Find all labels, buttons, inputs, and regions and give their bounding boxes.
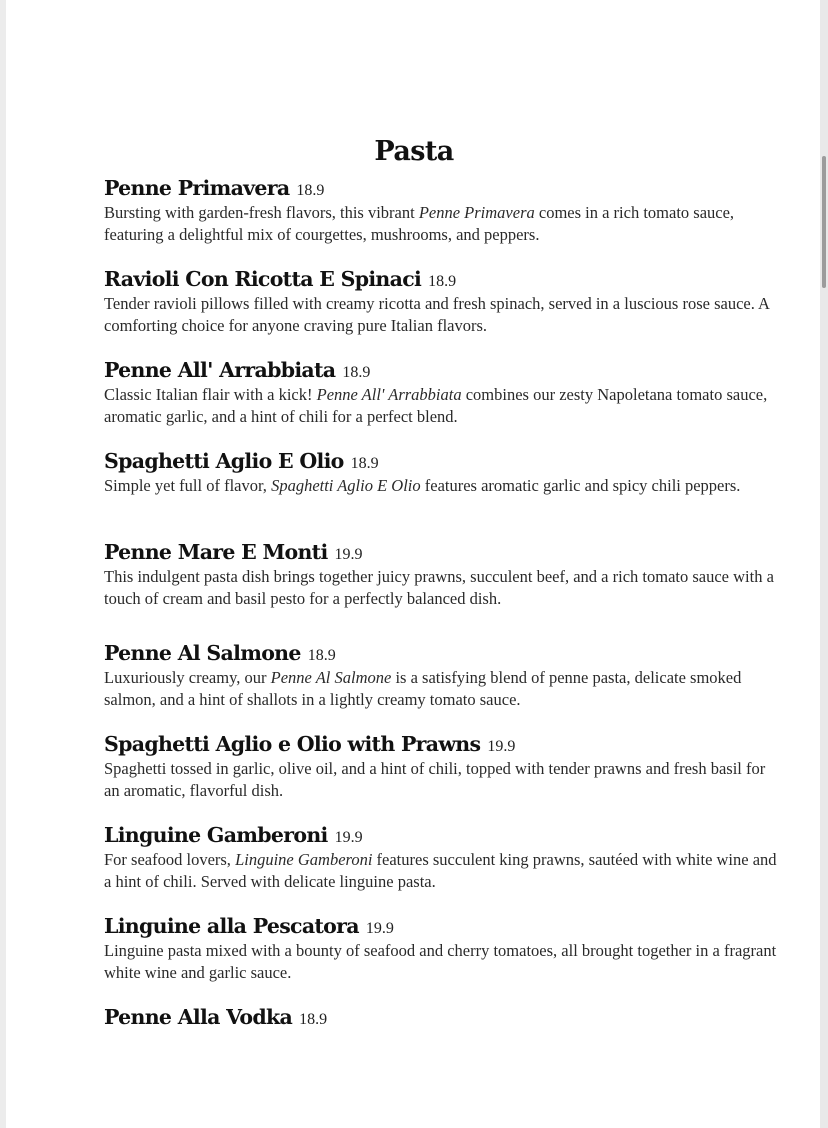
desc-text: Linguine pasta mixed with a bounty of seafood and cherry tomatoes, all brought together in a fragrant white wine and garlic sauce. — [104, 941, 777, 982]
desc-text: combines our zesty Napoletana tomato sauce, aromatic garlic, and a hint of chili for a perfect blend. — [104, 385, 768, 426]
menu-item-price: 18.9 — [307, 647, 336, 664]
menu-item-name: Linguine Gamberoni — [104, 823, 328, 847]
menu-section-title: Pasta — [374, 136, 454, 167]
desc-text: For seafood lovers, — [104, 850, 236, 869]
desc-dish-name: Penne Primavera — [418, 203, 535, 222]
menu-item-header — [104, 821, 784, 849]
menu-item — [104, 538, 784, 610]
menu-item — [104, 447, 784, 497]
menu-item-description — [104, 667, 784, 711]
menu-item-header — [104, 447, 784, 475]
menu-item-description — [104, 758, 784, 802]
menu-item-header — [104, 912, 784, 940]
menu-item — [104, 265, 784, 337]
scrollbar-track[interactable] — [820, 0, 828, 1128]
menu-item-header — [104, 538, 784, 566]
menu-item-name: Penne Alla Vodka — [104, 1005, 293, 1029]
menu-item-name: Spaghetti Aglio E Olio — [104, 449, 344, 473]
desc-dish-name: Linguine Gamberoni — [235, 850, 373, 869]
menu-item-header — [104, 730, 784, 758]
menu-item-header — [104, 265, 784, 293]
menu-item-name: Penne All' Arrabbiata — [104, 358, 336, 382]
menu-item — [104, 356, 784, 428]
desc-dish-name: Penne All' Arrabbiata — [316, 385, 462, 404]
menu-item-price: 18.9 — [428, 273, 457, 290]
menu-item-price: 19.9 — [365, 920, 394, 937]
desc-text: comes in a rich tomato sauce, featuring a delightful mix of courgettes, mushrooms, and peppers. — [104, 203, 735, 244]
desc-dish-name: Spaghetti Aglio E Olio — [271, 476, 421, 495]
menu-item-name: Penne Primavera — [104, 176, 290, 200]
desc-text: Tender ravioli pillows filled with creamy ricotta and fresh spinach, served in a luscious rose sauce. A comforting choice for anyone craving pure Italian flavors. — [104, 294, 770, 335]
menu-item — [104, 174, 784, 246]
menu-item-header — [104, 356, 784, 384]
desc-text: Bursting with garden-fresh flavors, this vibrant — [104, 203, 419, 222]
menu-item-description — [104, 849, 784, 893]
desc-text: Simple yet full of flavor, — [104, 476, 272, 495]
desc-text: Luxuriously creamy, our — [104, 668, 271, 687]
desc-text: is a satisfying blend of penne pasta, delicate smoked salmon, and a hint of shallots in a lightly creamy tomato sauce. — [104, 668, 742, 709]
desc-text: features aromatic garlic and spicy chili peppers. — [420, 476, 741, 495]
menu-item-description — [104, 566, 784, 610]
menu-item-price: 19.9 — [334, 546, 363, 563]
menu-item-header — [104, 639, 784, 667]
menu-item-name: Spaghetti Aglio e Olio with Prawns — [104, 732, 481, 756]
menu-item-price: 18.9 — [296, 182, 325, 199]
menu-item — [104, 821, 784, 893]
menu-item — [104, 912, 784, 984]
menu-item-name: Penne Al Salmone — [104, 641, 301, 665]
menu-item — [104, 730, 784, 802]
menu-item-price: 18.9 — [342, 364, 371, 381]
desc-dish-name: Penne Al Salmone — [270, 668, 392, 687]
desc-text: features succulent king prawns, sautéed with white wine and a hint of chili. Served with delicate linguine pasta. — [104, 850, 777, 891]
menu-item-header — [104, 1003, 784, 1031]
menu-item-price: 18.9 — [299, 1011, 328, 1028]
desc-text: Spaghetti tossed in garlic, olive oil, and a hint of chili, topped with tender prawns and fresh basil for an aromatic, flavorful dish. — [104, 759, 766, 800]
menu-item-name: Linguine alla Pescatora — [104, 914, 359, 938]
menu-item-price: 19.9 — [334, 829, 363, 846]
menu-item-price: 19.9 — [487, 738, 516, 755]
menu-item-name: Ravioli Con Ricotta E Spinaci — [104, 267, 422, 291]
menu-item — [104, 639, 784, 711]
menu-item-description — [104, 940, 784, 984]
menu-item-description — [104, 384, 784, 428]
page-left-edge — [0, 0, 6, 1128]
menu-item-description — [104, 293, 784, 337]
menu-item-description — [104, 202, 784, 246]
scrollbar-thumb[interactable] — [822, 156, 826, 288]
menu-item-header — [104, 174, 784, 202]
menu-item — [104, 1003, 784, 1031]
desc-text: Classic Italian flair with a kick! — [104, 385, 317, 404]
menu-item-name: Penne Mare E Monti — [104, 540, 328, 564]
menu-item-description — [104, 475, 784, 497]
desc-text: This indulgent pasta dish brings together juicy prawns, succulent beef, and a rich tomato sauce with a touch of cream and basil pesto for a perfectly balanced dish. — [104, 567, 774, 608]
menu-item-price: 18.9 — [350, 455, 379, 472]
